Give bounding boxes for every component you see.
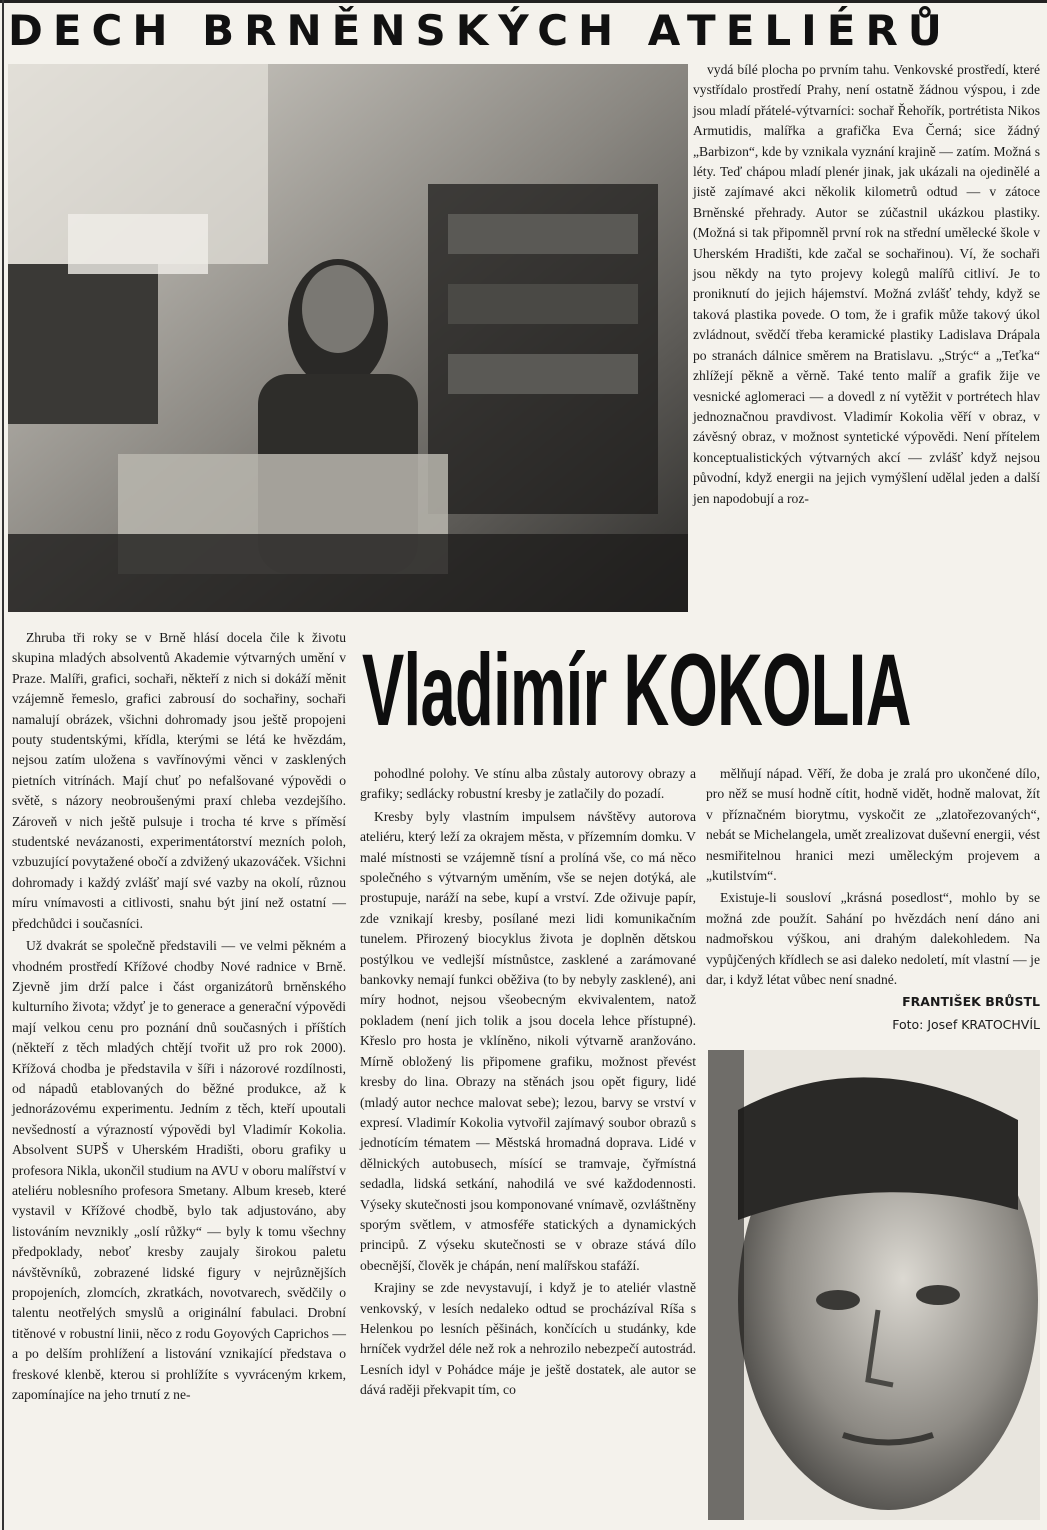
article-column-1 [12,628,346,1530]
article-column-2 [360,764,696,1530]
paragraph: Kresby byly vlastním impulsem návštěvy autorova ateliéru, který leží za okrajem města, v přízemním domku. V malé místnosti se vzájemně tísní a prolíná vše, co má něco společného s výtvarným uměním, vše se nejen dotýká, ale prostupuje, naráží na sebe, kupí a vrství. Zde oživuje papír, zde vznikají kresby, posílané mezi lidi komunikačním tunelem. Přirozený biocyklus života je doplněn dětskou postýlkou ve vedlejší místnůstce, zasklené a zarámované bankovky nemají funkci oběživa (to by nebyly zasklené), ani míry hodnot, nejsou všeobecným ekvivalentem, natož pokladem (není jich tolik a jsou docela lehce přístupné). Křeslo pro hosta je vklíněno, nikoli výtvarně aranžováno. Mírně obložený lis připomene grafiku, možnost převést kresby do lina. Obrazy na stěnách jsou opět figury, lidé (mladý autor nechce malovat sebe); lezou, barvy se vrství v expresí. Vladimír Kokolia vytvořil zajímavý soubor obrazů s jednotícím tématem — Městská hromadná doprava. Lidé v dělnických autobusech, mísící se tramvaje, čyřmístná sedadla, lidská setkání, nahodilá ve své každodennosti. Výseky skutečnosti jsou komponované vnímavě, ozvláštněny sporým světlem, v atmosféře statických a dynamických principů. Z výseku skutečnosti se v obraze stává dílo obecnější, člověk je chápán, není malířskou stafáží. [360,808,696,1273]
paragraph: Zhruba tři roky se v Brně hlásí docela čile k životu skupina mladých absolventů Akademie výtvarných umění v Praze. Malíři, grafici, sochaři, někteří z nich si dokáží měnit vzájemně řemeslo, grafici zabrousí do sochařiny, sochaři namalují obrázek, všichni dohromady jsou ještě propojeni pouty studentskými, křídla, kterými se létá ke hvězdám, nejsou zatím uložena s vavřínovými věnci v zasklených pietních vitrínách. Mají chuť po nefalšované výpovědi o světě, s názory neobroušenými praxí chleba vezdejšího. Zároveň v nich ještě pulsuje i trocha té krve s příměsí studentské nevázanosti, experimentátorství mezních poloh, vzbuzující povytažené obočí a zdvižený ukazováček. Všichni dohromady i každý zvlášť mají své vazby na okolí, různou míru vnímavosti a citlivosti, snahu být jiní než ostatní — předchůdci i současníci. [12,630,346,931]
studio-photo [8,64,688,612]
author-signature: FRANTIŠEK BRŮSTL [902,994,1040,1010]
paragraph: mělňují nápad. Věří, že doba je zralá pro ukončené dílo, pro něž se musí hodně cítit, hodně vidět, hodně malovat, žít v příznačném biorytmu, vyskočit ze „zlatořezovaných“, nebát se Michelangela, umět zrealizovat duševní energii, vést nesmiřitelnou hranici mezi uměleckým projevem a „kutilstvím“. [706,766,1040,884]
paragraph: Už dvakrát se společně představili — ve velmi pěkném a vhodném prostředí Křížové chodby Nové radnice v Brně. Zjevně jim drží palce i část organizátorů brněnského kulturního života; vždyť je to generace a generační výpovědi mají velkou cenu pro poznání dnů současných i příštích (někteří z těch mladých chtějí tvořit už pro rok 2000). Křížová chodba je představila v šíři i názorové rozdílnosti, od nápadů etablovaných do běžné produkce, až k jednorázovému experimentu. Jedním z těch, kteří upoutali nevšedností a výrazností výpovědi byl Vladimír Kokolia. Absolvent SUPŠ v Uherském Hradišti, oboru grafiky u profesora Nikla, ukončil studium na AVU v oboru malířství v ateliéru noblesního profesora Smetany. Album kreseb, které vystavil v Křížové chodbě, bylo tak adjustováno, aby listováním nevznikly „oslí růžky“ — byly k tomu všechny předpoklady, neboť kresby zaujaly širokou paletu návštěvníků, zobrazené lidské figury v nejrůznějších propojeních, zlomcích, zkratkách, novotvarech, svědčily o talentu neotřelých smyslů a originální fabulaci. Drobní titěnové v robustní linii, něco z rodu Goyových Caprichos — a po delším prohlížení a listování vznikající představa o freskové klenbě, kterou si prohlížíte s vyvráceným krkem, zapomínajíce na jeho trnutí z ne- [12,938,346,1403]
kicker-title: DECH BRNĚNSKÝCH ATELIÉRŮ [8,6,952,55]
studio-photo-illustration [8,64,688,612]
article-column-3 [706,764,1040,1044]
headline: Vladimír KOKOLIA [362,633,911,747]
portrait-photo-illustration [708,1050,1040,1520]
left-rule [2,0,4,1530]
paragraph: pohodlné polohy. Ve stínu alba zůstaly autorovy obrazy a grafiky; sedlácky robustní kresby je zatlačily do pozadí. [360,766,696,802]
paragraph: Krajiny se zde nevystavují, i když je to ateliér vlastně venkovský, v lesích nedaleko odtud se procházíval Ríša s Helenkou po lesních pěšinách, končících u studánky, kde hrníček vydržel déle než rok a nehrozilo nebezpečí autostrád. Lesních idyl v Pohádce máje je ještě dostatek, ale autor se dává raději překvapit tím, co [360,1280,696,1398]
paragraph: Existuje-li sousloví „krásná posedlost“, mohlo by se možná zde použít. Sahání po hvězdách není dáno ani nadmořskou výškou, ani drahým dalekohledem. Na vypůjčených křídlech se asi daleko nedoletí, mít vlastní — je dar, i když létat vůbec není snadné. [706,890,1040,988]
paragraph: vydá bílé plocha po prvním tahu. Venkovské prostředí, které vystřídalo prostředí Prahy, není ostatně žádnou výspou, i zde jsou mladí přátelé-výtvarníci: sochař Řehořík, portrétista Nikos Armutidis, malířka a grafička Eva Černá; sice žádný „Barbizon“, kde by vznikala vyznání krajině — zatím. Možná s léty. Teď chápou mladí plenér jinak, jak ukázali na ojedinělé a jistě zajímavé akci několik kilometrů odtud — v zátoce Brněnské přehrady. Autor se zúčastnil ukázkou plastiky. (Možná si tak připomněl první rok na střední umělecké škole v Uherském Hradišti, kde začal se sochařinou). Ví, že sochaři jsou někdy na tyto projevy kolegů malířů citliví. Je to proniknutí do jejich hájemství. Možná zvlášť tehdy, když se taková plastika povede. O tom, že i grafik může takový úkol zvládnout, svědčí třeba keramické plastiky Ladislava Drápala po stranách dálnice směrem na Bratislavu. „Strýc“ a „Teťka“ zhlížejí pěkně a věrně. Také tento malíř a grafik žije ve vesnické aglomeraci — a dovedl z ní vytěžit v portrétech hlav jednoznačnou pravdivost. Vladimír Kokolia věří v obraz, v závěsný obraz, v možnost syntetické výpovědi. Není přítelem konceptualistických výtvarných akcí — zvlášť když nejsou původní, když energii na jejich vymýšlení udělal jeden a další jen napodobují a roz- [693,62,1040,506]
photo-credit: Foto: Josef KRATOCHVÍL [892,1016,1040,1032]
portrait-photo [708,1050,1040,1520]
article-column-right-top [693,60,1040,620]
